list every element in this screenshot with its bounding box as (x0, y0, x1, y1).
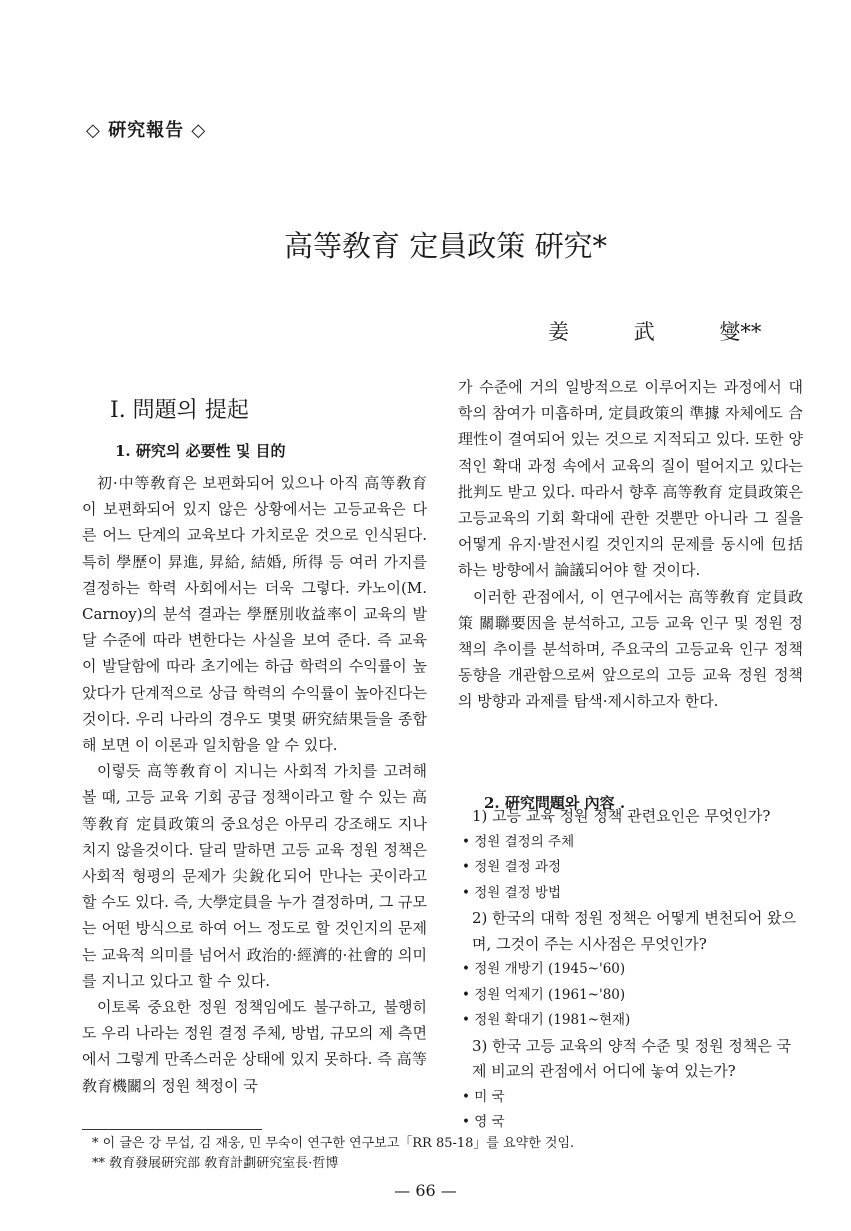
question-item: • 영 국 (462, 1114, 505, 1130)
body-paragraph: 가 수준에 거의 일방적으로 이루어지는 과정에서 대학의 참여가 미흡하며, 定員政策의 準據 자체에도 合理性이 결여되어 있는 것으로 지적되고 있다. 또한 양적인 확대 과정 속에서 교육의 질이 떨어지고 있다는 批判도 받고 있다. 따라서 향후 高等敎育 定員政策은 고등교육의 기회 확대에 관한 것뿐만 아니라 그 질을 어떻게 유지·발전시킬 것인지의 문제를 동시에 包括하는 방향에서 論議되어야 할 것이다. (458, 378, 803, 580)
research-question: 2) 한국의 대학 정원 정책은 어떻게 변천되어 왔으며, 그것이 주는 시사점은 무엇인가? (472, 909, 797, 953)
question-item: • 정원 결정 과정 (462, 859, 562, 875)
report-type-label: ◇ 硏究報告 ◇ (86, 120, 207, 141)
question-item: • 정원 억제기 (1961~'80) (462, 986, 626, 1003)
left-column (82, 470, 427, 1099)
footnote-2: ** 敎育發展硏究部 敎育計劃硏究室長·哲博 (92, 1156, 339, 1171)
subsection-heading-1: 1. 硏究의 必要性 및 目的 (115, 442, 286, 460)
paper-title: 高等敎育 定員政策 硏究* (284, 229, 607, 263)
section-heading: Ⅰ. 問題의 提起 (110, 398, 249, 423)
body-paragraph: 이러한 관점에서, 이 연구에서는 高等敎育 定員政策 關聯要因을 분석하고, 고등 교육 인구 및 정원 정책의 추이를 분석하며, 주요국의 고등교육 인구 정책 동향을 개관함으로써 앞으로의 고등 교육 정원 정책의 방향과 과제를 탐색·제시하고자 한다. (458, 587, 803, 711)
author-char-2: 武 (633, 320, 655, 344)
question-item: • 정원 결정의 주체 (462, 833, 575, 850)
author-name (548, 316, 761, 346)
footnote-1: * 이 글은 강 무섭, 김 재웅, 민 무숙이 연구한 연구보고「RR 85-18」를 요약한 것임. (92, 1136, 575, 1151)
footnote-divider (82, 1129, 262, 1130)
question-item: • 정원 개방기 (1945~'60) (462, 961, 626, 977)
right-column (458, 374, 803, 715)
page-number: — 66 — (394, 1181, 457, 1200)
body-paragraph: 初·中等敎育은 보편화되어 있으나 아직 高等敎育이 보편화되어 있지 않은 상황에서는 고등교육은 다른 어느 단계의 교육보다 가치로운 것으로 인식된다. 특히 學歷이 昇進, 昇給, 結婚, 所得 등 여러 가지를 결정하는 학력 사회에서는 더욱 그렇다. 카노이(M. Carnoy)의 분석 결과는 學歷別收益率이 교육의 발달 수준에 따라 변한다는 사실을 보여 준다. 즉 교육이 발달함에 따라 초기에는 하급 학력의 수익률이 높았다가 단계적으로 상급 학력의 수익률이 높아진다는 것이다. 우리 나라의 경우도 몇몇 硏究結果들을 종합해 보면 이 이론과 일치함을 알 수 있다. (82, 474, 427, 755)
question-item: • 미 국 (462, 1088, 505, 1105)
research-question: 3) 한국 고등 교육의 양적 수준 및 정원 정책은 국제 비교의 관점에서 어디에 놓여 있는가? (472, 1036, 792, 1080)
research-question: 1) 고등 교육 정원 정책 관련요인은 무엇인가? (472, 807, 771, 825)
question-item: • 정원 결정 방법 (462, 884, 562, 901)
research-questions-list (458, 804, 803, 1136)
body-paragraph: 이토록 중요한 정원 정책임에도 불구하고, 불행히도 우리 나라는 정원 결정 주체, 방법, 규모의 제 측면에서 그렇게 만족스러운 상태에 있지 못하다. 즉 高等敎育機關의 정원 책정이 국 (82, 998, 427, 1095)
question-item: • 정원 확대기 (1981~현재) (462, 1012, 631, 1028)
subsection-heading-2: 2. 硏究問題와 內容 . (484, 794, 626, 812)
author-char-3: 燮** (719, 320, 762, 344)
author-char-1: 姜 (548, 320, 569, 344)
body-paragraph: 이렇듯 高等敎育이 지니는 사회적 가치를 고려해 볼 때, 고등 교육 기회 공급 정책이라고 할 수 있는 高等敎育 定員政策의 중요성은 아무리 강조해도 지나치지 않을것이다. 달리 말하면 고등 교육 정원 정책은 사회적 형평의 문제가 尖銳化되어 만나는 곳이라고 할 수도 있다. 즉, 大學定員을 누가 결정하며, 그 규모는 어떤 방식으로 하여 어느 정도로 할 것인지의 문제는 교육적 의미를 넘어서 政治的·經濟的·社會的 의미를 지니고 있다고 할 수 있다. (82, 762, 427, 990)
